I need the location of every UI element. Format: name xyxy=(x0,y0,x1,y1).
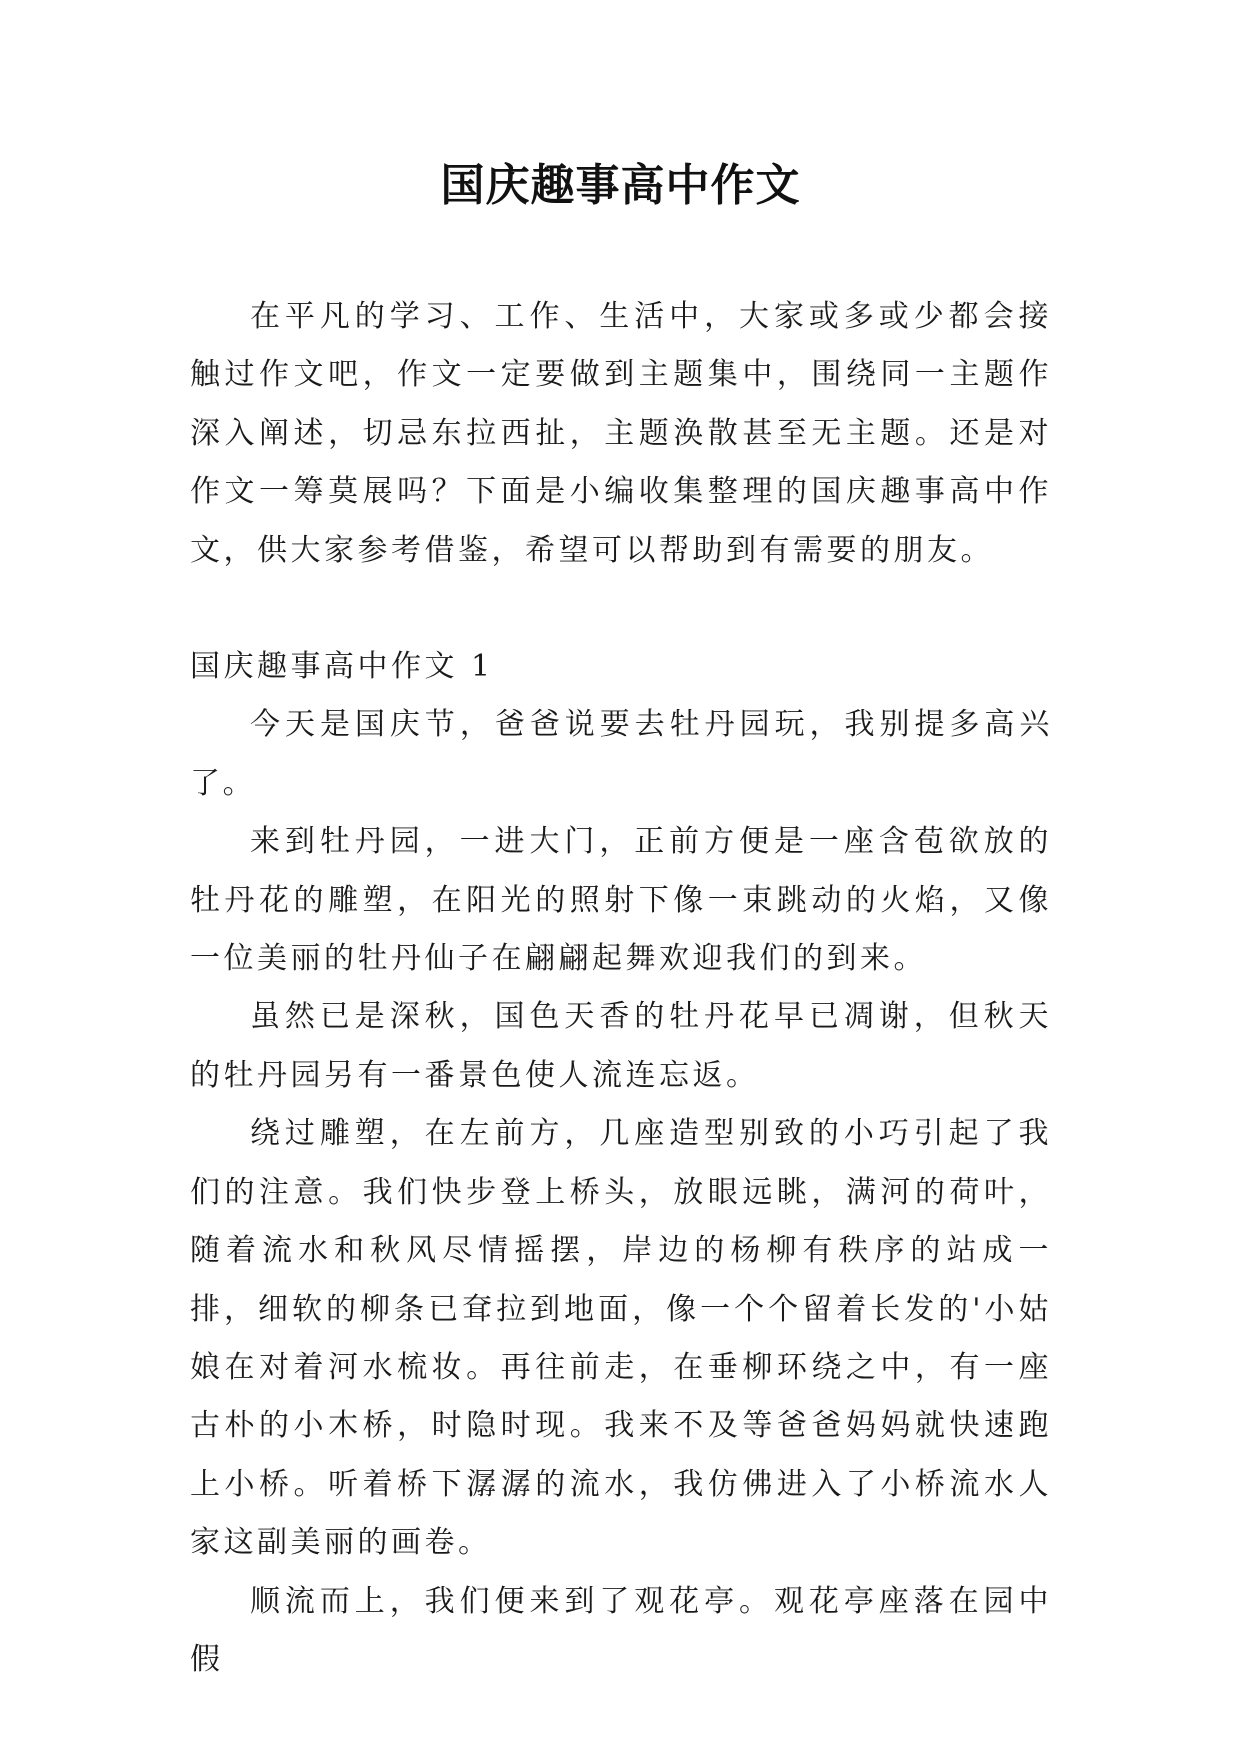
document-body xyxy=(190,288,1052,1689)
body-paragraph-4: 绕过雕塑，在左前方，几座造型别致的小巧引起了我们的注意。我们快步登上桥头，放眼远眺，满河的荷叶，随着流水和秋风尽情摇摆，岸边的杨柳有秩序的站成一排，细软的柳条已耷拉到地面，像一个个留着长发的'小姑娘在对着河水梳妆。再往前走，在垂柳环绕之中，有一座古朴的小木桥，时隐时现。我来不及等爸爸妈妈就快速跑上小桥。听着桥下潺潺的流水，我仿佛进入了小桥流水人家这副美丽的画卷。 xyxy=(190,1116,1052,1561)
document-title: 国庆趣事高中作文 xyxy=(440,160,801,211)
intro-paragraph: 在平凡的学习、工作、生活中，大家或多或少都会接触过作文吧，作文一定要做到主题集中，围绕同一主题作深入阐述，切忌东拉西扯，主题涣散甚至无主题。还是对作文一筹莫展吗？下面是小编收集整理的国庆趣事高中作文，供大家参考借鉴，希望可以帮助到有需要的朋友。 xyxy=(190,299,1052,568)
body-paragraph-3: 虽然已是深秋，国色天香的牡丹花早已凋谢，但秋天的牡丹园另有一番景色使人流连忘返。 xyxy=(190,999,1052,1093)
body-paragraph-1: 今天是国庆节，爸爸说要去牡丹园玩，我别提多高兴了。 xyxy=(190,707,1052,801)
section-heading: 国庆趣事高中作文 1 xyxy=(190,649,494,685)
body-paragraph-5: 顺流而上，我们便来到了观花亭。观花亭座落在园中假 xyxy=(190,1583,1052,1677)
body-paragraph-2: 来到牡丹园，一进大门，正前方便是一座含苞欲放的牡丹花的雕塑，在阳光的照射下像一束跳动的火焰，又像一位美丽的牡丹仙子在翩翩起舞欢迎我们的到来。 xyxy=(190,824,1052,977)
